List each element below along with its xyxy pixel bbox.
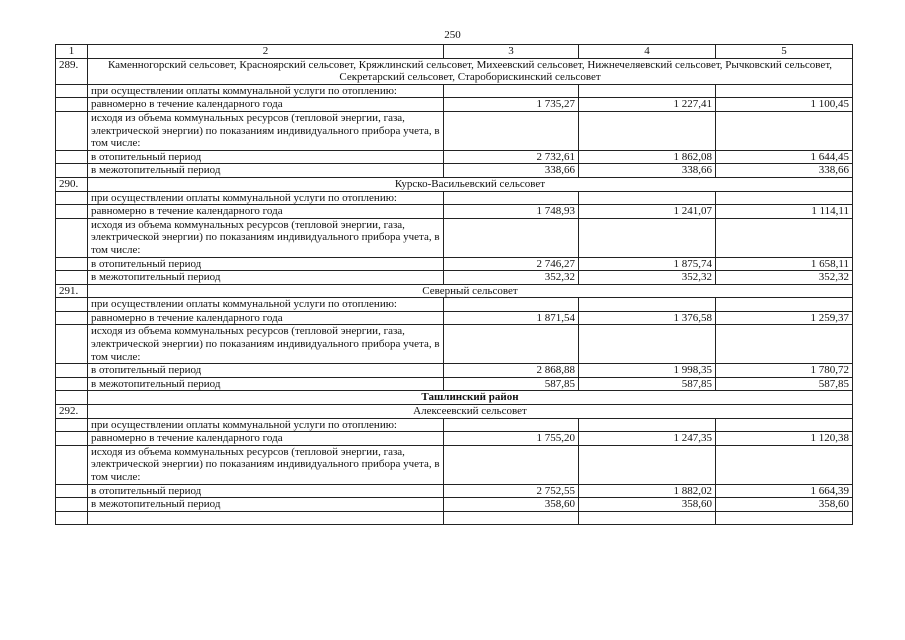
- row-number-cell: [56, 418, 88, 432]
- value-col-4: 1 241,07: [579, 205, 716, 219]
- value-col-4: 1 998,35: [579, 364, 716, 378]
- row-label: при осуществлении оплаты коммунальной услуги по отоплению:: [88, 191, 444, 205]
- empty-cell: [444, 511, 579, 524]
- row-number-cell: [56, 257, 88, 271]
- value-col-4: 1 227,41: [579, 98, 716, 112]
- row-number-cell: [56, 484, 88, 498]
- row-label: исходя из объема коммунальных ресурсов (тепловой энергии, газа, электрической энергии) по показаниям индивидуального прибора учета, в том числе:: [88, 218, 444, 257]
- row-label: исходя из объема коммунальных ресурсов (тепловой энергии, газа, электрической энергии) по показаниям индивидуального прибора учета, в том числе:: [88, 445, 444, 484]
- value-col-5: [716, 84, 853, 98]
- table-row: [56, 445, 853, 484]
- row-label: в отопительный период: [88, 257, 444, 271]
- header-col-2: 2: [88, 45, 444, 59]
- row-number-cell: [56, 191, 88, 205]
- value-col-5: [716, 191, 853, 205]
- value-col-3: 2 732,61: [444, 150, 579, 164]
- row-label: равномерно в течение календарного года: [88, 311, 444, 325]
- table-row: [56, 257, 853, 271]
- value-col-3: 352,32: [444, 271, 579, 285]
- table-row: [56, 311, 853, 325]
- table-row: [56, 298, 853, 312]
- row-label: в отопительный период: [88, 484, 444, 498]
- value-col-5: 1 100,45: [716, 98, 853, 112]
- value-col-3: 2 752,55: [444, 484, 579, 498]
- group-title-row: [56, 58, 853, 84]
- value-col-4: 352,32: [579, 271, 716, 285]
- row-label: при осуществлении оплаты коммунальной услуги по отоплению:: [88, 418, 444, 432]
- row-number-cell: [56, 218, 88, 257]
- value-col-4: [579, 84, 716, 98]
- value-col-3: 1 755,20: [444, 432, 579, 446]
- value-col-3: [444, 84, 579, 98]
- value-col-4: 1 875,74: [579, 257, 716, 271]
- header-col-1: 1: [56, 45, 88, 59]
- group-title-row: [56, 284, 853, 298]
- value-col-5: [716, 298, 853, 312]
- table-row: [56, 498, 853, 512]
- value-col-4: [579, 218, 716, 257]
- value-col-5: 1 114,11: [716, 205, 853, 219]
- header-col-5: 5: [716, 45, 853, 59]
- value-col-3: [444, 418, 579, 432]
- group-title: Алексеевский сельсовет: [88, 405, 853, 419]
- value-col-3: [444, 298, 579, 312]
- table-row: [56, 377, 853, 391]
- header-col-3: 3: [444, 45, 579, 59]
- value-col-3: [444, 325, 579, 364]
- value-col-3: [444, 218, 579, 257]
- table-body: [56, 45, 853, 525]
- table-row: [56, 484, 853, 498]
- value-col-5: 1 120,38: [716, 432, 853, 446]
- value-col-3: [444, 445, 579, 484]
- row-label: в отопительный период: [88, 364, 444, 378]
- value-col-5: 338,66: [716, 164, 853, 178]
- row-label: исходя из объема коммунальных ресурсов (тепловой энергии, газа, электрической энергии) по показаниям индивидуального прибора учета, в том числе:: [88, 111, 444, 150]
- group-number: 290.: [56, 177, 88, 191]
- value-col-3: 587,85: [444, 377, 579, 391]
- row-number-cell: [56, 164, 88, 178]
- row-number-cell: [56, 84, 88, 98]
- district-number-cell: [56, 391, 88, 405]
- value-col-3: 358,60: [444, 498, 579, 512]
- row-number-cell: [56, 98, 88, 112]
- row-label: при осуществлении оплаты коммунальной услуги по отоплению:: [88, 298, 444, 312]
- row-label: равномерно в течение календарного года: [88, 98, 444, 112]
- value-col-4: 587,85: [579, 377, 716, 391]
- page-number: 250: [444, 29, 461, 41]
- header-col-4: 4: [579, 45, 716, 59]
- row-label: равномерно в течение календарного года: [88, 432, 444, 446]
- value-col-5: [716, 445, 853, 484]
- value-col-4: 1 882,02: [579, 484, 716, 498]
- value-col-4: 1 862,08: [579, 150, 716, 164]
- table-row: [56, 84, 853, 98]
- value-col-3: 2 868,88: [444, 364, 579, 378]
- table-row: [56, 191, 853, 205]
- table-header-row: [56, 45, 853, 59]
- value-col-4: [579, 191, 716, 205]
- value-col-3: [444, 191, 579, 205]
- value-col-5: 587,85: [716, 377, 853, 391]
- table-row: [56, 271, 853, 285]
- row-label: в отопительный период: [88, 150, 444, 164]
- row-number-cell: [56, 111, 88, 150]
- value-col-4: 358,60: [579, 498, 716, 512]
- table-row: [56, 111, 853, 150]
- value-col-4: 1 247,35: [579, 432, 716, 446]
- group-number: 292.: [56, 405, 88, 419]
- value-col-3: 338,66: [444, 164, 579, 178]
- row-number-cell: [56, 298, 88, 312]
- group-title: Курско-Васильевский сельсовет: [88, 177, 853, 191]
- district-row: [56, 391, 853, 405]
- table-row: [56, 205, 853, 219]
- group-title-row: [56, 177, 853, 191]
- group-number: 291.: [56, 284, 88, 298]
- value-col-3: 1 871,54: [444, 311, 579, 325]
- row-number-cell: [56, 377, 88, 391]
- value-col-3: 1 748,93: [444, 205, 579, 219]
- row-number-cell: [56, 205, 88, 219]
- row-label: в межотопительный период: [88, 377, 444, 391]
- row-number-cell: [56, 271, 88, 285]
- row-label: исходя из объема коммунальных ресурсов (тепловой энергии, газа, электрической энергии) по показаниям индивидуального прибора учета, в том числе:: [88, 325, 444, 364]
- row-label: равномерно в течение календарного года: [88, 205, 444, 219]
- trailing-empty-row: [56, 511, 853, 524]
- value-col-4: 338,66: [579, 164, 716, 178]
- value-col-3: [444, 111, 579, 150]
- table-row: [56, 218, 853, 257]
- value-col-5: [716, 218, 853, 257]
- row-label: в межотопительный период: [88, 498, 444, 512]
- value-col-5: [716, 111, 853, 150]
- table-row: [56, 164, 853, 178]
- empty-cell: [579, 511, 716, 524]
- table-row: [56, 432, 853, 446]
- table-row: [56, 364, 853, 378]
- row-number-cell: [56, 432, 88, 446]
- table-row: [56, 150, 853, 164]
- value-col-5: 352,32: [716, 271, 853, 285]
- group-number: 289.: [56, 58, 88, 84]
- table-row: [56, 325, 853, 364]
- empty-cell: [56, 511, 88, 524]
- empty-cell: [88, 511, 444, 524]
- group-title-row: [56, 405, 853, 419]
- value-col-5: 1 664,39: [716, 484, 853, 498]
- value-col-4: [579, 298, 716, 312]
- value-col-4: 1 376,58: [579, 311, 716, 325]
- value-col-4: [579, 418, 716, 432]
- row-number-cell: [56, 364, 88, 378]
- value-col-5: 1 259,37: [716, 311, 853, 325]
- district-title: Ташлинский район: [88, 391, 853, 405]
- value-col-5: 1 780,72: [716, 364, 853, 378]
- value-col-3: 1 735,27: [444, 98, 579, 112]
- group-title: Северный сельсовет: [88, 284, 853, 298]
- row-number-cell: [56, 325, 88, 364]
- row-label: в межотопительный период: [88, 164, 444, 178]
- value-col-5: [716, 418, 853, 432]
- row-number-cell: [56, 498, 88, 512]
- value-col-5: [716, 325, 853, 364]
- row-label: при осуществлении оплаты коммунальной услуги по отоплению:: [88, 84, 444, 98]
- value-col-5: 1 644,45: [716, 150, 853, 164]
- tariff-table: [55, 44, 853, 525]
- value-col-3: 2 746,27: [444, 257, 579, 271]
- row-number-cell: [56, 311, 88, 325]
- table-row: [56, 418, 853, 432]
- group-title: Каменногорский сельсовет, Красноярский сельсовет, Кряжлинский сельсовет, Михеевский сельсовет, Нижнечеляевский сельсовет, Рычковский сельсовет, Секретарский сельсовет, Староборискинский сельсовет: [88, 58, 853, 84]
- value-col-5: 358,60: [716, 498, 853, 512]
- table-row: [56, 98, 853, 112]
- value-col-5: 1 658,11: [716, 257, 853, 271]
- value-col-4: [579, 325, 716, 364]
- row-number-cell: [56, 445, 88, 484]
- empty-cell: [716, 511, 853, 524]
- value-col-4: [579, 111, 716, 150]
- row-label: в межотопительный период: [88, 271, 444, 285]
- row-number-cell: [56, 150, 88, 164]
- value-col-4: [579, 445, 716, 484]
